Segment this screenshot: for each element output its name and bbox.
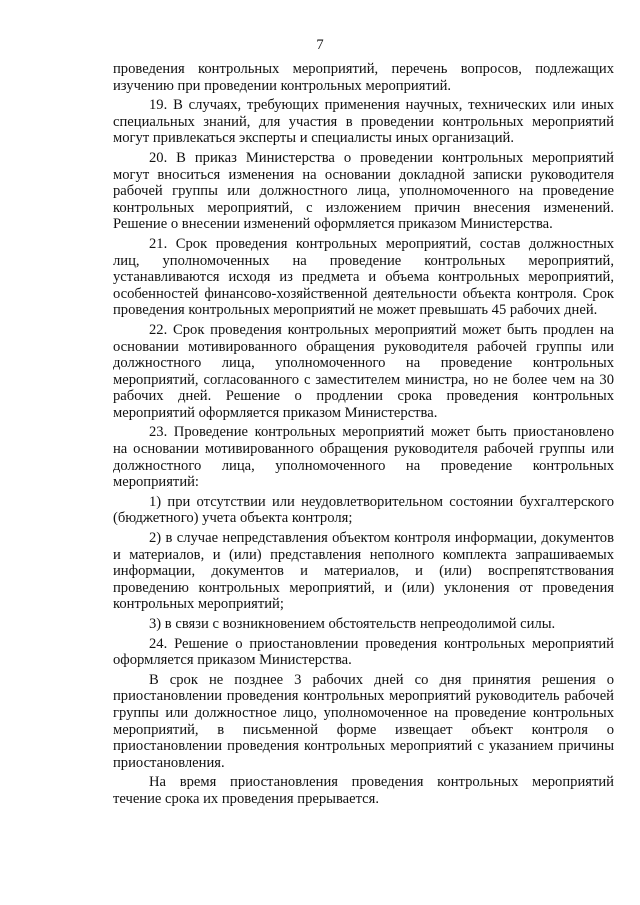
paragraph-21: 21. Срок проведения контрольных мероприятий, состав должностных лиц, уполномоченных на проведение контрольных мероприятий, устанавливаются исходя из предмета и объема контрольных мероприятий, особенностей финансово-хозяйственной деятельности объекта контроля. Срок проведения контрольных мероприятий не может превышать 45 рабочих дней. xyxy=(113,235,614,319)
page-number: 7 xyxy=(316,37,324,53)
paragraph-24: 24. Решение о приостановлении проведения контрольных мероприятий оформляется приказом Министерства. xyxy=(113,635,614,669)
list-item-1: 1) при отсутствии или неудовлетворительном состоянии бухгалтерского (бюджетного) учета объекта контроля; xyxy=(113,493,614,527)
list-item-3: 3) в связи с возникновением обстоятельств непреодолимой силы. xyxy=(149,616,556,632)
list-item-2: 2) в случае непредставления объектом контроля информации, документов и материалов, и (или) представления неполного комплекта запрашиваемых информации, документов и материалов, и (или) воспрепятствования проведению контрольных мероприятий, и (или) уклонения от проведения контрольных мероприятий; xyxy=(113,530,614,613)
paragraph-19: 19. В случаях, требующих применения научных, технических или иных специальных знаний, для участия в проведении контрольных мероприятий могут привлекаться эксперты и специалисты иных организаций. xyxy=(113,97,614,147)
paragraph-continuation: проведения контрольных мероприятий, перечень вопросов, подлежащих изучению при проведении контрольных мероприятий. xyxy=(113,61,614,94)
paragraph-suspension: На время приостановления проведения контрольных мероприятий течение срока их проведения прерывается. xyxy=(113,774,614,807)
paragraph-23: 23. Проведение контрольных мероприятий может быть приостановлено на основании мотивированного обращения руководителя рабочей группы или должностного лица, уполномоченного на проведение контрольных мероприятий: xyxy=(113,424,614,491)
paragraph-22: 22. Срок проведения контрольных мероприятий может быть продлен на основании мотивированного обращения руководителя рабочей группы или должностного лица, уполномоченного на проведение контрольных мероприятий, согласованного с заместителем министра, но не более чем на 30 рабочих дней. Решение о продлении срока проведения контрольных мероприятий оформляется приказом Министерства. xyxy=(113,321,614,421)
paragraph-notice: В срок не позднее 3 рабочих дней со дня принятия решения о приостановлении проведения контрольных мероприятий руководитель рабочей группы или должностное лицо, уполномоченное на проведение контрольных мероприятий, в письменной форме извещает объект контроля о приостановлении проведения контрольных мероприятий с указанием причины приостановления. xyxy=(113,671,614,771)
document-body xyxy=(113,61,614,808)
paragraph-20: 20. В приказ Министерства о проведении контрольных мероприятий могут вноситься изменения на основании докладной записки руководителя рабочей группы или должностного лица, уполномоченного на проведение контрольных мероприятий, с изложением причин внесения изменений. Решение о внесении изменений оформляется приказом Министерства. xyxy=(113,149,614,233)
